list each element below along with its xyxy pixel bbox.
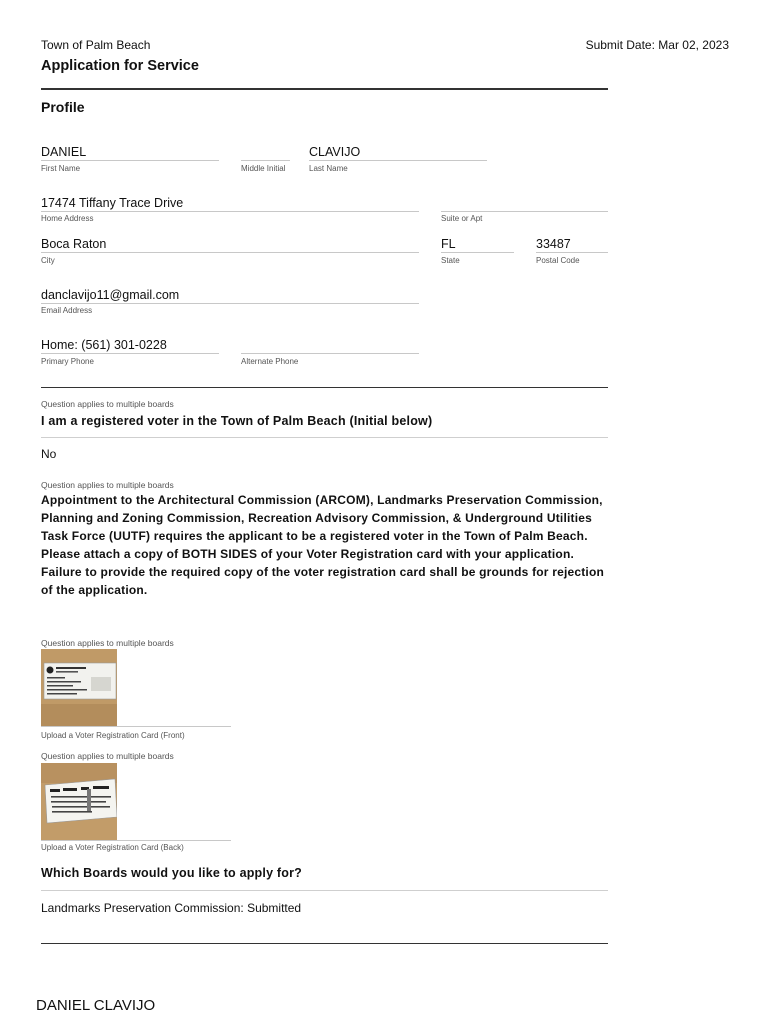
state-label: State [441,256,460,265]
appointment-requirement-text: Appointment to the Architectural Commission (ARCOM), Landmarks Preservation Commission, Planning and Zoning Commission, Recreation Advisory Commission, & Underground Utilities Task Force (UUTF) requires the applicant to be a registered voter in the Town of Palm Beach. Please attach a copy of BOTH SIDES of your Voter Registration card with your application. Failure to provide the required copy of the voter registration card shall be grounds for rejection of the application. [41,493,605,597]
title-divider [41,88,608,90]
city-field: Boca Raton [41,237,419,253]
suite-field [441,196,608,212]
section-divider [41,387,608,388]
multi-board-note: Question applies to multiple boards [41,399,174,409]
question-divider [41,437,608,438]
upload-back-label: Upload a Voter Registration Card (Back) [41,843,184,852]
boards-question: Which Boards would you like to apply for? [41,866,302,880]
multi-board-note: Question applies to multiple boards [41,638,174,648]
org-name: Town of Palm Beach [41,38,151,52]
city-label: City [41,256,55,265]
submit-date: Submit Date: Mar 02, 2023 [585,38,729,52]
multi-board-note: Question applies to multiple boards [41,480,174,490]
state-field: FL [441,237,514,253]
suite-label: Suite or Apt [441,214,483,223]
middle-initial-field [241,145,290,161]
middle-initial-label: Middle Initial [241,164,286,173]
section-divider [41,943,608,944]
page-title: Application for Service [41,58,199,74]
primary-phone-field: Home: (561) 301-0228 [41,338,219,354]
email-label: Email Address [41,306,93,315]
voter-question: I am a registered voter in the Town of Palm Beach (Initial below) [41,414,433,428]
last-name-label: Last Name [309,164,348,173]
upload-front-label: Upload a Voter Registration Card (Front) [41,731,185,740]
voter-answer: No [41,447,57,461]
upload-back-underline [41,840,231,841]
first-name-label: First Name [41,164,81,173]
postal-code-label: Postal Code [536,256,580,265]
multi-board-note: Question applies to multiple boards [41,751,174,761]
upload-front-underline [41,726,231,727]
alternate-phone-label: Alternate Phone [241,357,299,366]
voter-card-back-image[interactable] [41,763,117,840]
alternate-phone-field [241,338,419,354]
primary-phone-label: Primary Phone [41,357,94,366]
first-name-field: DANIEL [41,145,219,161]
signature-name: DANIEL CLAVIJO [36,997,156,1014]
voter-card-front-image[interactable] [41,649,117,726]
home-address-field: 17474 Tiffany Trace Drive [41,196,419,212]
boards-answer: Landmarks Preservation Commission: Submitted [41,901,302,915]
postal-code-field: 33487 [536,237,608,253]
last-name-field: CLAVIJO [309,145,487,161]
question-divider [41,890,608,891]
email-field: danclavijo11@gmail.com [41,288,419,304]
home-address-label: Home Address [41,214,94,223]
section-title-profile: Profile [41,99,85,115]
